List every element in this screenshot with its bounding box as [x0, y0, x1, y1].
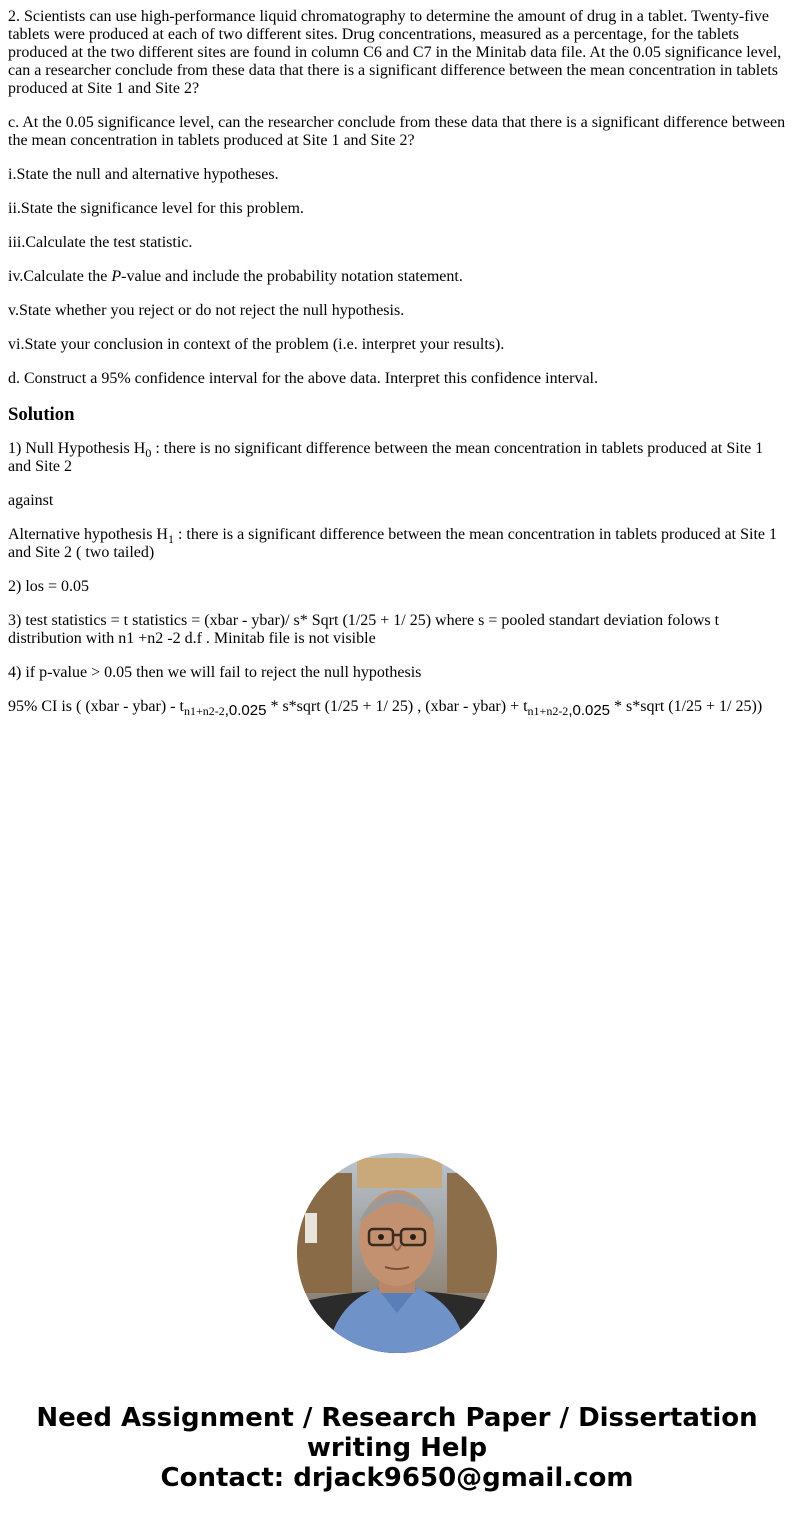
document-body	[0, 0, 794, 719]
alt-suffix: : there is a significant difference between the mean concentration in tablets produced at Site 1 and Site 2 ( two tailed)	[8, 526, 777, 561]
confidence-interval	[8, 698, 786, 719]
question-item-vi: vi.State your conclusion in context of the problem (i.e. interpret your results).	[8, 336, 505, 353]
footer-line1: Need Assignment / Research Paper / Dissertation	[36, 1403, 758, 1433]
solution-heading: Solution	[8, 404, 75, 425]
question-item-v: v.State whether you reject or do not reject the null hypothesis.	[8, 302, 405, 319]
question-part-d: d. Construct a 95% confidence interval for the above data. Interpret this confidence interval.	[8, 370, 598, 387]
avatar	[297, 1153, 497, 1353]
p-value-rule: 4) if p-value > 0.05 then we will fail to reject the null hypothesis	[8, 664, 422, 681]
ci-sub1-a: n1+n2-2	[183, 704, 225, 718]
significance-level: 2) los = 0.05	[8, 578, 90, 595]
null-sub: 0	[145, 446, 152, 460]
item-iv-prefix: iv.Calculate the	[8, 268, 112, 285]
null-prefix: 1) Null Hypothesis H	[8, 440, 146, 457]
ci-sub2-b: ,0.025	[568, 702, 611, 719]
question-item-ii: ii.State the significance level for this problem.	[8, 200, 304, 217]
null-suffix: : there is no significant difference between the mean concentration in tablets produced at Site 1 and Site 2	[8, 440, 764, 475]
alt-prefix: Alternative hypothesis H	[8, 526, 168, 543]
ci-part2: * s*sqrt (1/25 + 1/ 25) , (xbar - ybar) + t	[266, 698, 528, 715]
question-item-iv	[8, 268, 786, 286]
item-iv-suffix: -value and include the probability notation statement.	[121, 268, 463, 285]
ci-part3: * s*sqrt (1/25 + 1/ 25))	[610, 698, 763, 715]
ci-part1: 95% CI is ( (xbar - ybar) - t	[8, 698, 184, 715]
against-text: against	[8, 492, 54, 509]
question-item-iii: iii.Calculate the test statistic.	[8, 234, 193, 251]
avatar-photo	[297, 1153, 497, 1353]
footer-contact: Contact: drjack9650@gmail.com	[160, 1463, 634, 1493]
ci-sub2	[528, 704, 610, 718]
footer-line2: writing Help	[306, 1433, 488, 1463]
alt-sub: 1	[167, 532, 174, 546]
question-item-i: i.State the null and alternative hypotheses.	[8, 166, 279, 183]
test-statistic: 3) test statistics = t statistics = (xbar - ybar)/ s* Sqrt (1/25 + 1/ 25) where s = pooled standart deviation folows t distribution with n1 +n2 -2 d.f . Minitab file is not visible	[8, 612, 720, 647]
question-intro: 2. Scientists can use high-performance liquid chromatography to determine the amount of drug in a tablet. Twenty-five tablets were produced at each of two different sites. Drug concentrations, measured as a percentage, for the tablets produced at the two different sites are found in column C6 and C7 in the Minitab data file. At the 0.05 significance level, can a researcher conclude from these data that there is a significant difference between the mean concentration in tablets produced at Site 1 and Site 2?	[8, 8, 782, 97]
ci-sub1-b: ,0.025	[224, 702, 267, 719]
item-iv-italic: P	[111, 268, 122, 285]
footer-banner	[0, 1403, 794, 1493]
null-hypothesis	[8, 440, 786, 476]
ci-sub1	[184, 704, 266, 718]
alternative-hypothesis	[8, 526, 786, 562]
question-part-c: c. At the 0.05 significance level, can the researcher conclude from these data that there is a significant difference between the mean concentration in tablets produced at Site 1 and Site 2?	[8, 114, 786, 149]
ci-sub2-a: n1+n2-2	[527, 704, 569, 718]
